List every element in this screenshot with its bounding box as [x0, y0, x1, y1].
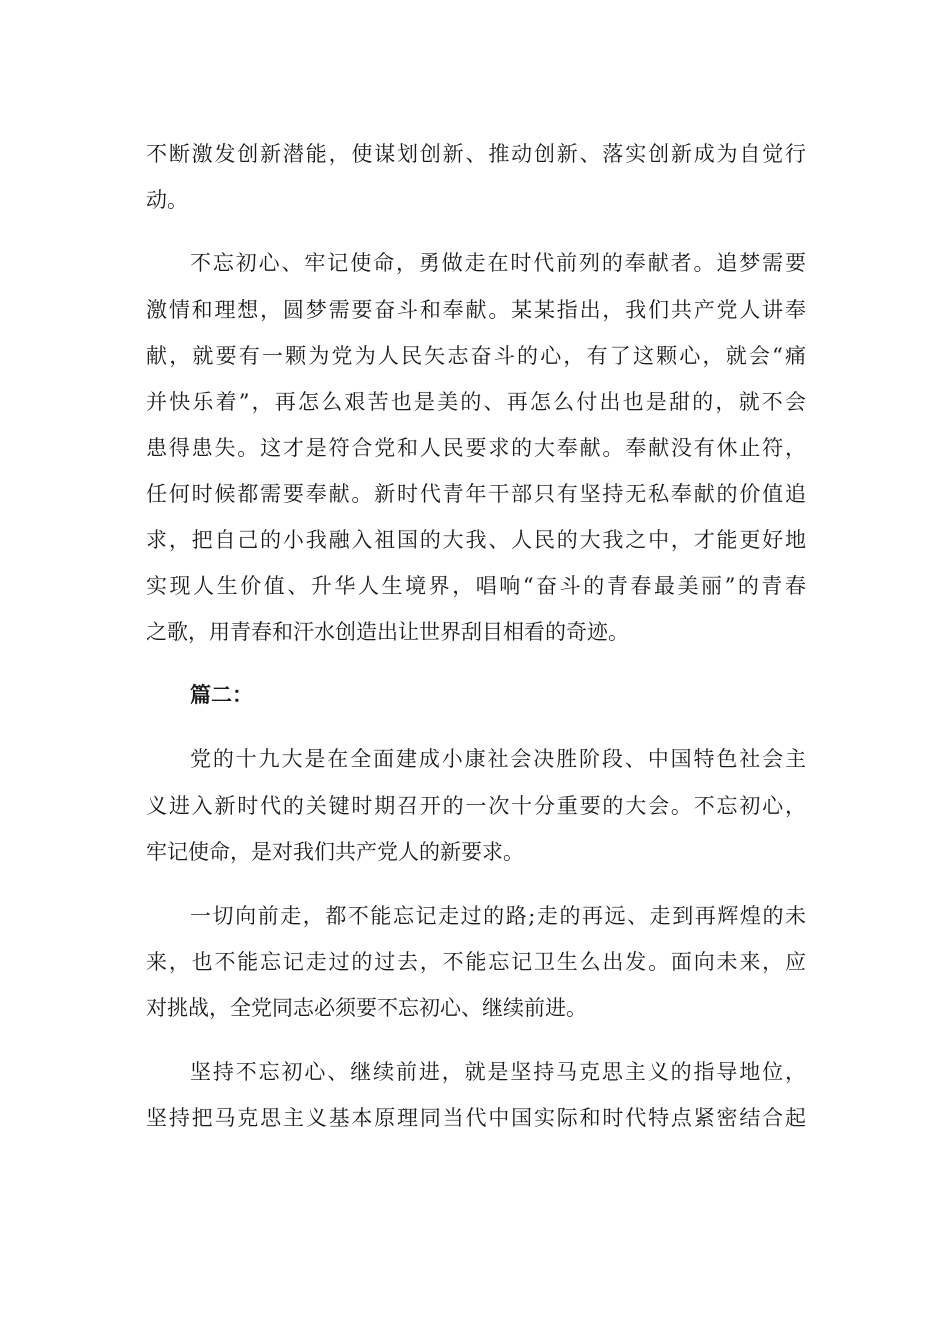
section-heading: 篇二：: [190, 682, 253, 707]
paragraph-4-line-3: 对挑战，全党同志必须要不忘初心、继续前进。: [146, 996, 587, 1020]
paragraph-2-line-8: 实现人生价值、升华人生境界，唱响“奋斗的青春最美丽”的青春: [146, 574, 806, 598]
paragraph-2-line-5: 患得患失。这才是符合党和人民要求的大奉献。奉献没有休止符，: [146, 436, 806, 460]
paragraph-2-line-7: 求，把自己的小我融入祖国的大我、人民的大我之中，才能更好地: [146, 528, 806, 552]
paragraph-1-line-2: 动。: [146, 188, 188, 212]
paragraph-3-line-1: 党的十九大是在全面建成小康社会决胜阶段、中国特色社会主: [190, 747, 806, 771]
paragraph-3-line-3: 牢记使命，是对我们共产党人的新要求。: [146, 840, 524, 864]
paragraph-2-line-6: 任何时候都需要奉献。新时代青年干部只有坚持无私奉献的价值追: [146, 482, 806, 506]
paragraph-2-line-2: 激情和理想，圆梦需要奋斗和奉献。某某指出，我们共产党人讲奉: [146, 298, 806, 322]
paragraph-4-line-1: 一切向前走，都不能忘记走过的路;走的再远、走到再辉煌的未: [190, 904, 806, 928]
paragraph-5-line-1: 坚持不忘初心、继续前进，就是坚持马克思主义的指导地位，: [190, 1060, 806, 1084]
paragraph-2-line-4: 并快乐着”，再怎么艰苦也是美的、再怎么付出也是甜的，就不会: [146, 390, 806, 414]
paragraph-2-line-1: 不忘初心、牢记使命，勇做走在时代前列的奉献者。追梦需要: [190, 251, 806, 275]
paragraph-2-line-3: 献，就要有一颗为党为人民矢志奋斗的心，有了这颗心，就会“痛: [146, 344, 806, 368]
paragraph-5-line-2: 坚持把马克思主义基本原理同当代中国实际和时代特点紧密结合起: [146, 1106, 806, 1130]
paragraph-3-line-2: 义进入新时代的关键时期召开的一次十分重要的大会。不忘初心，: [146, 794, 806, 818]
paragraph-4-line-2: 来，也不能忘记走过的过去，不能忘记卫生么出发。面向未来，应: [146, 950, 806, 974]
paragraph-1-line-1: 不断激发创新潜能，使谋划创新、推动创新、落实创新成为自觉行: [146, 142, 806, 166]
paragraph-2-line-9: 之歌，用青春和汗水创造出让世界刮目相看的奇迹。: [146, 620, 629, 644]
